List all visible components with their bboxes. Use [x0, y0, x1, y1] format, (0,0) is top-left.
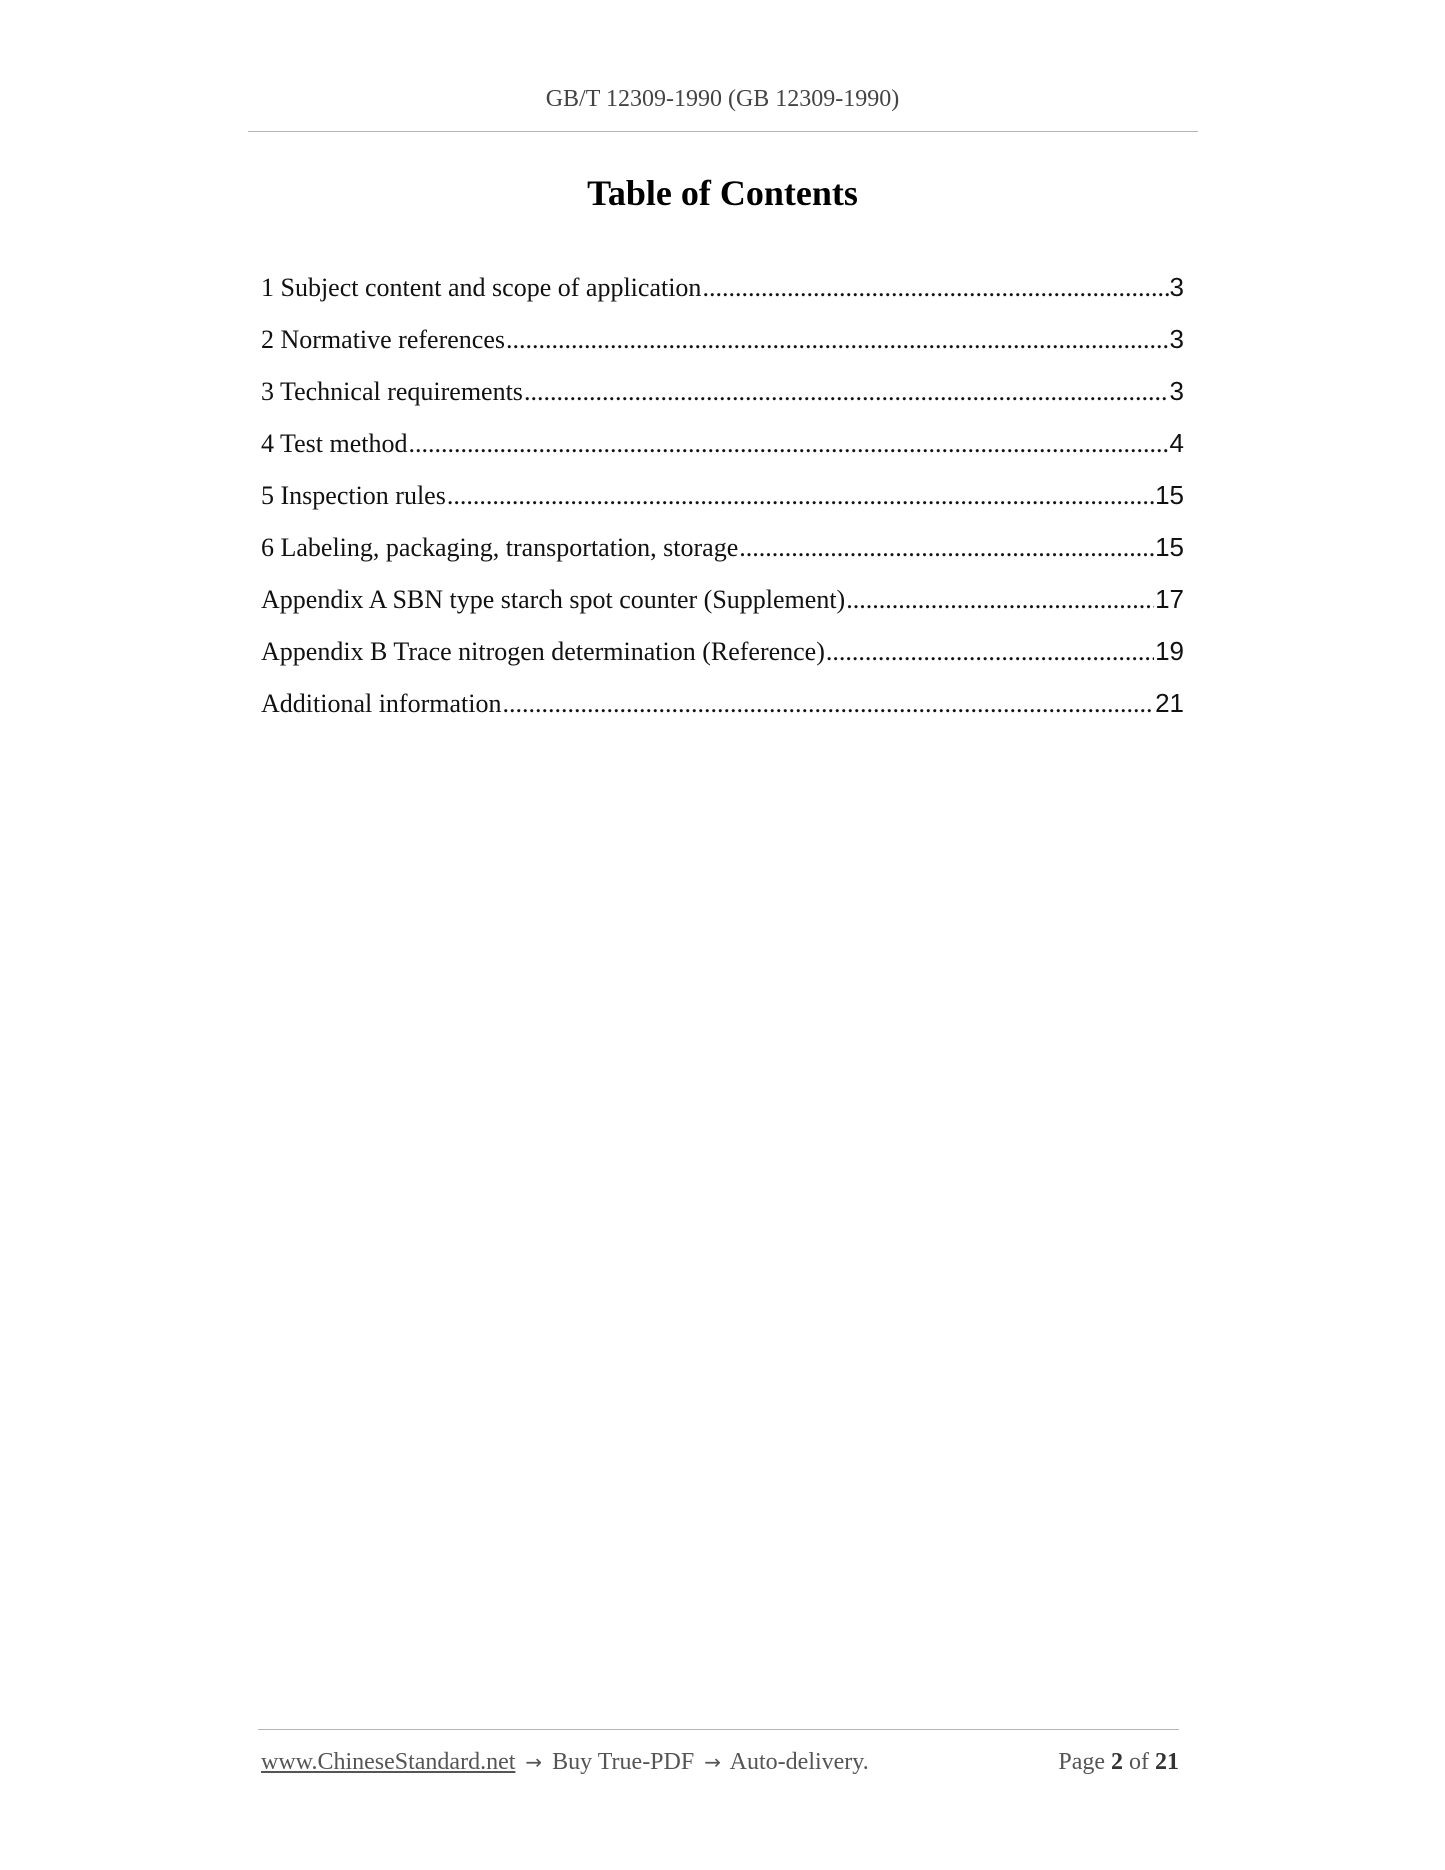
toc-entry[interactable] [261, 636, 1184, 688]
toc-entry[interactable] [261, 480, 1184, 532]
footer-divider [258, 1729, 1179, 1730]
header-divider [248, 131, 1198, 132]
toc-entry-label: Appendix B Trace nitrogen determination (Reference) [261, 637, 825, 666]
toc-dot-leader [846, 585, 1154, 615]
total-pages-number: 21 [1155, 1749, 1179, 1775]
arrow-right-icon: → [525, 1750, 543, 1774]
toc-entry-label: 3 Technical requirements [261, 377, 523, 406]
toc-entry[interactable] [261, 584, 1184, 636]
toc-entry-page: 19 [1155, 636, 1184, 666]
toc-entry[interactable] [261, 376, 1184, 428]
arrow-right-icon: → [704, 1750, 721, 1774]
toc-entry-label: 6 Labeling, packaging, transportation, storage [261, 533, 739, 562]
toc-entry-page: 4 [1169, 428, 1184, 458]
footer-promo [261, 1749, 869, 1776]
page-label: Page [1058, 1749, 1105, 1775]
toc-dot-leader [739, 533, 1154, 563]
toc-entry-label: 1 Subject content and scope of application [261, 273, 702, 302]
footer-step-delivery: Auto-delivery. [729, 1749, 869, 1775]
toc-dot-leader [524, 377, 1169, 407]
of-label: of [1129, 1749, 1149, 1775]
page-footer [261, 1749, 1179, 1776]
running-header: GB/T 12309-1990 (GB 12309-1990) [545, 86, 900, 112]
toc-entry[interactable] [261, 324, 1184, 376]
toc-entry-label: Additional information [261, 689, 502, 718]
toc-dot-leader [826, 637, 1154, 667]
toc-dot-leader [506, 325, 1169, 355]
toc-dot-leader [408, 429, 1168, 459]
toc-entry-page: 3 [1169, 376, 1184, 406]
toc-entry-label: 5 Inspection rules [261, 481, 446, 510]
page-indicator [1058, 1749, 1179, 1776]
toc-dot-leader [502, 689, 1154, 719]
toc-entry[interactable] [261, 272, 1184, 324]
toc-entry[interactable] [261, 532, 1184, 584]
toc-entry-page: 17 [1155, 584, 1184, 614]
toc-entry-label: 4 Test method [261, 429, 408, 458]
toc-entry-page: 21 [1155, 688, 1184, 718]
toc-entry-label: Appendix A SBN type starch spot counter (Supplement) [261, 585, 846, 614]
toc-entry-page: 15 [1155, 480, 1184, 510]
site-link[interactable]: www.ChineseStandard.net [261, 1749, 516, 1775]
footer-step-buy: Buy True-PDF [552, 1749, 695, 1775]
toc-entry-page: 3 [1169, 272, 1184, 302]
toc-dot-leader [702, 273, 1168, 303]
toc-list [261, 272, 1184, 740]
toc-entry[interactable] [261, 688, 1184, 740]
toc-entry[interactable] [261, 428, 1184, 480]
toc-title: Table of Contents [587, 173, 858, 213]
toc-entry-label: 2 Normative references [261, 325, 505, 354]
toc-entry-page: 15 [1155, 532, 1184, 562]
toc-dot-leader [447, 481, 1154, 511]
current-page-number: 2 [1111, 1749, 1123, 1775]
toc-entry-page: 3 [1169, 324, 1184, 354]
